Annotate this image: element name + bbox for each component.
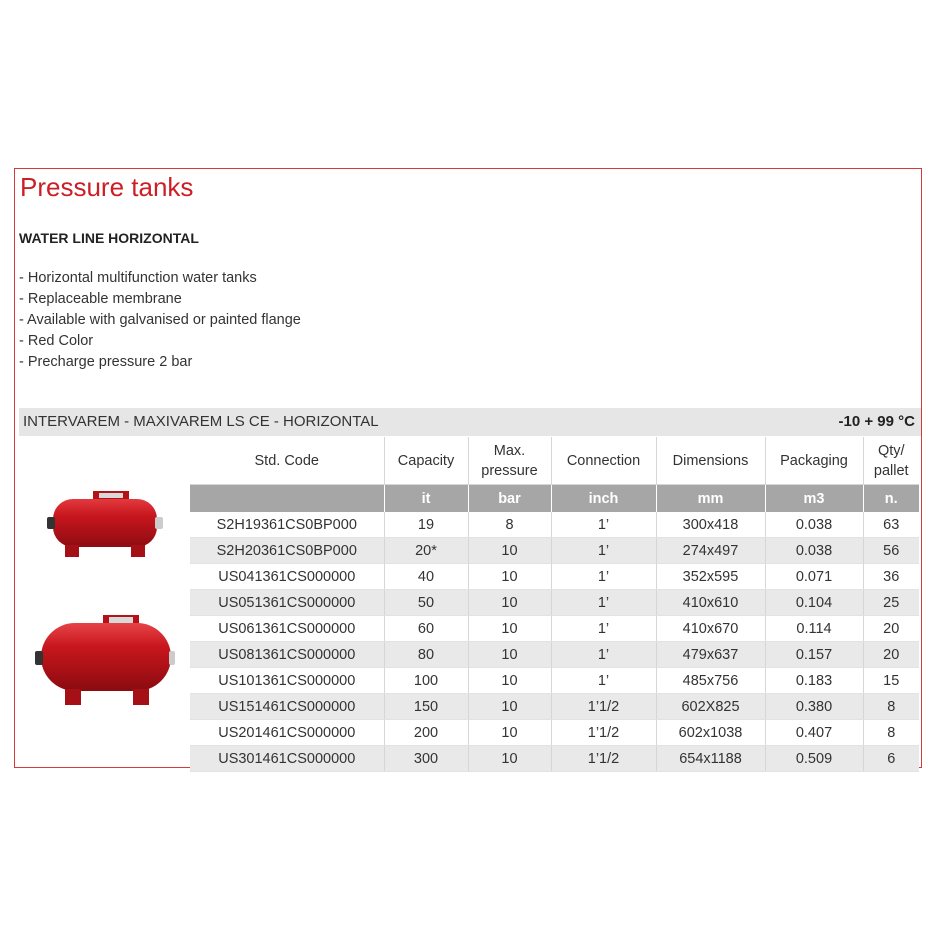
table-row xyxy=(190,564,919,590)
feature-item: - Replaceable membrane xyxy=(19,291,182,307)
table-cell: 25 xyxy=(863,590,919,616)
table-cell: 40 xyxy=(384,564,468,590)
table-cell: 10 xyxy=(468,642,551,668)
table-row xyxy=(190,616,919,642)
table-cell: 300x418 xyxy=(656,512,765,538)
table-cell: US301461CS000000 xyxy=(190,746,384,772)
table-cell: 1’1/2 xyxy=(551,720,656,746)
table-cell: 80 xyxy=(384,642,468,668)
table-cell: 10 xyxy=(468,720,551,746)
table-cell: 1’1/2 xyxy=(551,694,656,720)
table-cell: 10 xyxy=(468,616,551,642)
page-title: Pressure tanks xyxy=(20,172,194,202)
table-cell: 20* xyxy=(384,538,468,564)
table-cell: 100 xyxy=(384,668,468,694)
table-cell: 10 xyxy=(468,746,551,772)
table-cell: 10 xyxy=(468,564,551,590)
table-cell: 602X825 xyxy=(656,694,765,720)
unit-cell: n. xyxy=(863,485,919,513)
unit-cell xyxy=(190,485,384,513)
table-cell: 63 xyxy=(863,512,919,538)
table-cell: 10 xyxy=(468,694,551,720)
unit-cell: bar xyxy=(468,485,551,513)
feature-item: - Available with galvanised or painted flange xyxy=(19,312,301,328)
table-row xyxy=(190,746,919,772)
table-cell: 1’ xyxy=(551,642,656,668)
table-cell: 410x670 xyxy=(656,616,765,642)
table-cell: 410x610 xyxy=(656,590,765,616)
table-header-row xyxy=(190,437,919,485)
table-cell: 50 xyxy=(384,590,468,616)
table-cell: 274x497 xyxy=(656,538,765,564)
table-cell: 20 xyxy=(863,642,919,668)
table-cell: 0.157 xyxy=(765,642,863,668)
table-row xyxy=(190,642,919,668)
table-cell: 10 xyxy=(468,538,551,564)
table-row xyxy=(190,590,919,616)
column-header: Dimensions xyxy=(656,437,765,485)
table-cell: 0.407 xyxy=(765,720,863,746)
feature-item: - Red Color xyxy=(19,333,94,349)
table-cell: US151461CS000000 xyxy=(190,694,384,720)
table-cell: 8 xyxy=(863,720,919,746)
table-cell: S2H20361CS0BP000 xyxy=(190,538,384,564)
table-cell: 36 xyxy=(863,564,919,590)
large-tank-image xyxy=(33,609,177,715)
table-cell: 0.114 xyxy=(765,616,863,642)
table-row xyxy=(190,668,919,694)
unit-cell: it xyxy=(384,485,468,513)
table-cell: 654x1188 xyxy=(656,746,765,772)
unit-cell: inch xyxy=(551,485,656,513)
column-header: Qty/ pallet xyxy=(863,437,919,485)
table-cell: 8 xyxy=(863,694,919,720)
table-cell: 0.038 xyxy=(765,538,863,564)
table-cell: 0.183 xyxy=(765,668,863,694)
table-cell: 0.071 xyxy=(765,564,863,590)
section-name: INTERVAREM - MAXIVAREM LS CE - HORIZONTAL xyxy=(23,413,379,430)
column-header: Connection xyxy=(551,437,656,485)
table-cell: 56 xyxy=(863,538,919,564)
table-cell: 10 xyxy=(468,668,551,694)
table-cell: 150 xyxy=(384,694,468,720)
table-row xyxy=(190,720,919,746)
table-cell: 10 xyxy=(468,590,551,616)
table-cell: S2H19361CS0BP000 xyxy=(190,512,384,538)
table-cell: 485x756 xyxy=(656,668,765,694)
table-cell: 1’ xyxy=(551,512,656,538)
small-tank-image xyxy=(43,487,167,563)
table-cell: 19 xyxy=(384,512,468,538)
table-row xyxy=(190,538,919,564)
table-cell: US061361CS000000 xyxy=(190,616,384,642)
table-cell: 1’ xyxy=(551,564,656,590)
table-cell: 1’ xyxy=(551,668,656,694)
table-cell: 300 xyxy=(384,746,468,772)
table-cell: 1’ xyxy=(551,590,656,616)
table-cell: 0.038 xyxy=(765,512,863,538)
product-line-title: WATER LINE HORIZONTAL xyxy=(19,230,199,246)
table-cell: 60 xyxy=(384,616,468,642)
table-cell: 20 xyxy=(863,616,919,642)
unit-cell: m3 xyxy=(765,485,863,513)
feature-list xyxy=(19,268,301,373)
table-cell: 352x595 xyxy=(656,564,765,590)
table-row xyxy=(190,694,919,720)
table-cell: 1’1/2 xyxy=(551,746,656,772)
section-header-bar xyxy=(19,408,921,436)
table-cell: 1’ xyxy=(551,616,656,642)
temperature-range: -10 + 99 °C xyxy=(838,413,915,430)
table-cell: 602x1038 xyxy=(656,720,765,746)
table-cell: 0.509 xyxy=(765,746,863,772)
feature-item: - Horizontal multifunction water tanks xyxy=(19,270,257,286)
table-cell: 15 xyxy=(863,668,919,694)
table-cell: US081361CS000000 xyxy=(190,642,384,668)
column-header: Packaging xyxy=(765,437,863,485)
table-cell: US101361CS000000 xyxy=(190,668,384,694)
column-header: Max. pressure xyxy=(468,437,551,485)
table-cell: 1’ xyxy=(551,538,656,564)
table-cell: 8 xyxy=(468,512,551,538)
spec-table xyxy=(190,437,919,772)
unit-cell: mm xyxy=(656,485,765,513)
column-header: Capacity xyxy=(384,437,468,485)
table-cell: 0.380 xyxy=(765,694,863,720)
table-cell: US051361CS000000 xyxy=(190,590,384,616)
table-cell: 479x637 xyxy=(656,642,765,668)
table-cell: 200 xyxy=(384,720,468,746)
column-header: Std. Code xyxy=(190,437,384,485)
units-row xyxy=(190,485,919,513)
table-cell: 6 xyxy=(863,746,919,772)
feature-item: - Precharge pressure 2 bar xyxy=(19,354,193,370)
table-cell: US201461CS000000 xyxy=(190,720,384,746)
table-cell: 0.104 xyxy=(765,590,863,616)
table-cell: US041361CS000000 xyxy=(190,564,384,590)
table-row xyxy=(190,512,919,538)
product-panel xyxy=(14,168,922,768)
